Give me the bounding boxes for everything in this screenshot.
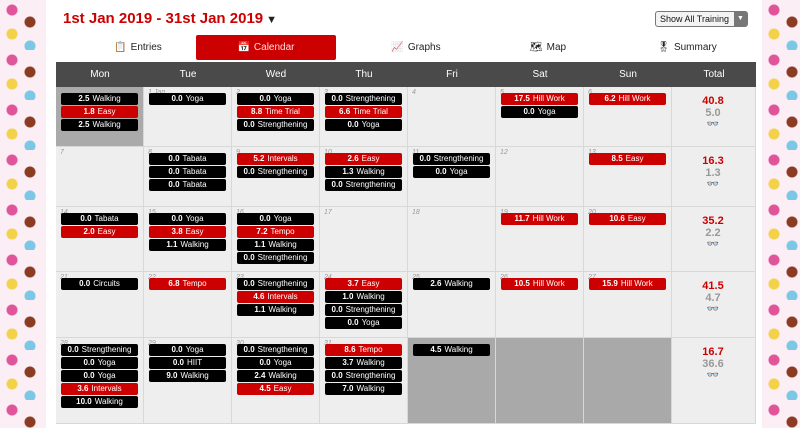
tab-calendar[interactable]	[196, 35, 336, 60]
activity-name: Yoga	[97, 358, 116, 367]
activity-name: Walking	[94, 397, 123, 406]
activity-entry[interactable]	[149, 93, 226, 105]
activity-name: Easy	[361, 154, 380, 163]
activity-entry[interactable]	[61, 344, 138, 356]
activity-distance: 0.0	[171, 94, 183, 103]
tab-label: Calendar	[253, 42, 295, 53]
activity-name: Easy	[361, 279, 380, 288]
day-header-sat: Sat	[496, 62, 584, 87]
calendar-day-cell[interactable]	[144, 87, 232, 147]
calendar-day-cell[interactable]	[232, 147, 320, 207]
activity-entry[interactable]	[61, 370, 138, 382]
activity-name: Intervals	[91, 384, 122, 393]
activity-name: Circuits	[93, 279, 120, 288]
activity-entry[interactable]	[413, 166, 490, 178]
activity-entry[interactable]	[237, 370, 314, 382]
dropdown-arrow-icon: ▼	[734, 12, 747, 26]
activity-distance: 0.0	[243, 120, 255, 129]
activity-distance: 8.8	[251, 107, 263, 116]
activity-entry[interactable]	[325, 106, 402, 118]
glasses-icon[interactable]: 👓	[706, 304, 720, 315]
calendar-day-cell[interactable]	[408, 207, 496, 272]
activity-entry[interactable]	[237, 239, 314, 251]
activity-distance: 0.0	[419, 154, 431, 163]
activity-name: Yoga	[361, 120, 380, 129]
entries-icon: 📋	[114, 42, 127, 53]
activity-name: Yoga	[185, 214, 204, 223]
activity-distance: 6.6	[339, 107, 351, 116]
activity-name: Easy	[273, 384, 292, 393]
activity-name: Strengthening	[345, 94, 396, 103]
activity-name: HIIT	[187, 358, 203, 367]
activity-distance: 0.0	[435, 167, 447, 176]
calendar-day-cell[interactable]	[320, 87, 408, 147]
day-header-wed: Wed	[232, 62, 320, 87]
total-secondary: 1.3	[705, 167, 721, 179]
activity-entry[interactable]	[501, 213, 578, 225]
activity-distance: 0.0	[79, 279, 91, 288]
activity-name: Walking	[180, 371, 209, 380]
activity-name: Walking	[268, 371, 297, 380]
calendar-day-cell[interactable]	[232, 338, 320, 424]
activity-entry[interactable]	[61, 396, 138, 408]
total-distance: 16.7	[702, 346, 724, 358]
activity-distance: 10.0	[76, 397, 92, 406]
activity-name: Yoga	[185, 345, 204, 354]
calendar-day-cell[interactable]	[584, 272, 672, 338]
activity-name: Walking	[92, 94, 121, 103]
activity-distance: 8.6	[344, 345, 356, 354]
activity-entry[interactable]	[149, 153, 226, 165]
activity-distance: 0.0	[523, 107, 535, 116]
activity-entry[interactable]	[237, 226, 314, 238]
day-header-tue: Tue	[144, 62, 232, 87]
activity-entry[interactable]	[61, 106, 138, 118]
activity-name: Walking	[356, 167, 385, 176]
activity-entry[interactable]	[237, 383, 314, 395]
activity-distance: 10.6	[609, 214, 625, 223]
activity-name: Intervals	[267, 154, 298, 163]
header	[48, 0, 762, 32]
activity-name: Yoga	[537, 107, 556, 116]
calendar-grid	[56, 62, 756, 424]
activity-name: Yoga	[273, 94, 292, 103]
view-tabs	[48, 35, 762, 60]
tab-summary[interactable]	[614, 35, 760, 60]
activity-entry[interactable]	[237, 93, 314, 105]
activity-name: Easy	[625, 154, 644, 163]
activity-name: Tabata	[94, 214, 119, 223]
activity-entry[interactable]	[589, 93, 666, 105]
cake-pattern-left	[0, 0, 46, 428]
activity-entry[interactable]	[413, 153, 490, 165]
activity-distance: 0.0	[83, 358, 95, 367]
activity-entry[interactable]	[149, 166, 226, 178]
week-total-cell	[672, 87, 756, 147]
activity-distance: 0.0	[171, 214, 183, 223]
activity-entry[interactable]	[61, 226, 138, 238]
glasses-icon[interactable]: 👓	[706, 179, 720, 190]
activity-distance: 0.0	[347, 120, 359, 129]
calendar-day-cell[interactable]	[408, 87, 496, 147]
activity-entry[interactable]	[237, 106, 314, 118]
graphs-icon: 📈	[391, 42, 404, 53]
day-header-thu: Thu	[320, 62, 408, 87]
activity-entry[interactable]	[325, 278, 402, 290]
activity-distance: 0.0	[67, 345, 79, 354]
activity-distance: 0.0	[259, 214, 271, 223]
activity-entry[interactable]	[325, 93, 402, 105]
activity-distance: 0.0	[243, 345, 255, 354]
week-total-cell	[672, 272, 756, 338]
activity-entry[interactable]	[413, 278, 490, 290]
activity-name: Yoga	[273, 358, 292, 367]
activity-distance: 0.0	[168, 180, 180, 189]
activity-name: Hill Work	[618, 94, 651, 103]
day-number: 18	[412, 209, 420, 216]
total-secondary: 4.7	[705, 292, 721, 304]
activity-entry[interactable]	[325, 317, 402, 329]
activity-distance: 3.6	[77, 384, 89, 393]
activity-distance: 10.5	[514, 279, 530, 288]
day-header-fri: Fri	[408, 62, 496, 87]
calendar-day-cell[interactable]	[232, 272, 320, 338]
activity-entry[interactable]	[589, 213, 666, 225]
activity-entry[interactable]	[325, 344, 402, 356]
activity-distance: 2.0	[83, 227, 95, 236]
week-total	[672, 155, 754, 190]
activity-distance: 4.6	[253, 292, 265, 301]
activity-name: Time Trial	[353, 107, 388, 116]
activity-name: Walking	[356, 358, 385, 367]
activity-distance: 0.0	[331, 305, 343, 314]
activity-entry[interactable]	[325, 179, 402, 191]
activity-name: Walking	[92, 120, 121, 129]
day-number: 4	[412, 89, 416, 96]
activity-name: Yoga	[361, 318, 380, 327]
activity-name: Tempo	[270, 227, 295, 236]
calendar-day-cell[interactable]	[56, 272, 144, 338]
activity-distance: 0.0	[168, 167, 180, 176]
activity-entry[interactable]	[501, 106, 578, 118]
activity-distance: 7.2	[256, 227, 268, 236]
activity-entry[interactable]	[589, 153, 666, 165]
tab-label: Entries	[130, 42, 162, 53]
activity-name: Strengthening	[257, 253, 308, 262]
day-number: 17	[324, 209, 332, 216]
activity-name: Strengthening	[257, 167, 308, 176]
activity-entry[interactable]	[589, 278, 666, 290]
activity-name: Tempo	[182, 279, 207, 288]
activity-entry[interactable]	[149, 357, 226, 369]
calendar-day-cell[interactable]	[56, 207, 144, 272]
week-total-cell	[672, 207, 756, 272]
activity-distance: 2.6	[430, 279, 442, 288]
activity-distance: 1.8	[83, 107, 95, 116]
date-range-selector[interactable]	[63, 10, 277, 27]
calendar-day-cell[interactable]	[232, 207, 320, 272]
activity-entry[interactable]	[501, 278, 578, 290]
activity-distance: 2.6	[347, 154, 359, 163]
activity-entry[interactable]	[149, 239, 226, 251]
activity-distance: 0.0	[171, 345, 183, 354]
cake-pattern-right	[762, 0, 800, 428]
calendar-day-cell[interactable]	[496, 207, 584, 272]
activity-distance: 6.2	[604, 94, 616, 103]
activity-distance: 7.0	[342, 384, 354, 393]
total-distance: 16.3	[702, 155, 724, 167]
calendar-day-cell[interactable]	[496, 272, 584, 338]
activity-name: Tabata	[182, 154, 207, 163]
activity-entry[interactable]	[237, 166, 314, 178]
activity-entry[interactable]	[149, 278, 226, 290]
activity-name: Strengthening	[81, 345, 132, 354]
chevron-down-icon: ▼	[266, 14, 278, 26]
activity-name: Tabata	[182, 167, 207, 176]
activity-name: Strengthening	[433, 154, 484, 163]
activity-distance: 3.7	[342, 358, 354, 367]
activity-entry[interactable]	[237, 153, 314, 165]
week-total-cell	[672, 338, 756, 424]
tab-label: Summary	[673, 42, 717, 53]
activity-name: Easy	[97, 107, 116, 116]
activity-entry[interactable]	[61, 119, 138, 131]
activity-name: Strengthening	[257, 279, 308, 288]
activity-name: Strengthening	[257, 120, 308, 129]
date-range-label: 1st Jan 2019 - 31st Jan 2019	[63, 10, 264, 27]
calendar-day-cell[interactable]	[320, 207, 408, 272]
activity-name: Easy	[97, 227, 116, 236]
activity-distance: 6.8	[168, 279, 180, 288]
activity-entry[interactable]	[325, 153, 402, 165]
day-header-sun: Sun	[584, 62, 672, 87]
activity-name: Strengthening	[345, 371, 396, 380]
activity-distance: 9.0	[166, 371, 178, 380]
activity-distance: 1.3	[342, 167, 354, 176]
activity-distance: 1.1	[254, 240, 266, 249]
activity-name: Walking	[444, 345, 473, 354]
activity-name: Hill Work	[620, 279, 653, 288]
tab-graphs[interactable]	[346, 35, 486, 60]
activity-distance: 17.5	[514, 94, 530, 103]
activity-distance: 1.1	[254, 305, 266, 314]
tab-entries[interactable]	[88, 35, 188, 60]
activity-distance: 0.0	[243, 167, 255, 176]
activity-distance: 5.2	[253, 154, 265, 163]
activity-entry[interactable]	[325, 291, 402, 303]
activity-name: Intervals	[267, 292, 298, 301]
training-log-panel	[48, 0, 762, 428]
map-icon: 🗺	[529, 42, 543, 53]
activity-distance: 0.0	[172, 358, 184, 367]
activity-entry[interactable]	[149, 370, 226, 382]
activity-name: Time Trial	[265, 107, 300, 116]
activity-name: Easy	[627, 214, 646, 223]
calendar-day-cell[interactable]	[320, 147, 408, 207]
calendar-day-cell[interactable]	[584, 207, 672, 272]
activity-name: Walking	[444, 279, 473, 288]
activity-distance: 0.0	[331, 180, 343, 189]
activity-name: Yoga	[97, 371, 116, 380]
activity-name: Yoga	[273, 214, 292, 223]
activity-name: Strengthening	[257, 345, 308, 354]
calendar-day-cell[interactable]	[56, 87, 144, 147]
total-distance: 41.5	[702, 280, 724, 292]
activity-distance: 0.0	[80, 214, 92, 223]
glasses-icon[interactable]: 👓	[706, 370, 720, 381]
summary-icon: 🎖	[657, 42, 670, 53]
week-total	[672, 215, 754, 250]
calendar-day-cell[interactable]	[584, 147, 672, 207]
activity-name: Tempo	[358, 345, 383, 354]
activity-entry[interactable]	[149, 344, 226, 356]
tab-map[interactable]	[488, 35, 608, 60]
activity-distance: 0.0	[259, 94, 271, 103]
activity-name: Walking	[356, 384, 385, 393]
calendar-day-cell[interactable]	[320, 272, 408, 338]
calendar-day-cell[interactable]	[408, 338, 496, 424]
activity-name: Yoga	[449, 167, 468, 176]
training-filter-select[interactable]	[655, 11, 748, 27]
activity-entry[interactable]	[61, 278, 138, 290]
calendar-day-cell[interactable]	[408, 147, 496, 207]
activity-name: Yoga	[185, 94, 204, 103]
activity-entry[interactable]	[237, 291, 314, 303]
week-total	[672, 280, 754, 315]
total-secondary: 36.6	[702, 358, 724, 370]
activity-distance: 11.7	[514, 214, 530, 223]
activity-name: Walking	[268, 240, 297, 249]
activity-name: Hill Work	[532, 214, 565, 223]
activity-name: Strengthening	[345, 180, 396, 189]
calendar-day-cell[interactable]	[584, 87, 672, 147]
activity-distance: 3.8	[171, 227, 183, 236]
activity-distance: 2.4	[254, 371, 266, 380]
total-secondary: 2.2	[705, 227, 721, 239]
training-filter-label: Show All Training	[659, 14, 729, 24]
activity-distance: 0.0	[83, 371, 95, 380]
total-distance: 35.2	[702, 215, 724, 227]
activity-entry[interactable]	[325, 119, 402, 131]
tab-label: Graphs	[407, 42, 441, 53]
week-total	[672, 346, 754, 381]
activity-entry[interactable]	[237, 304, 314, 316]
activity-distance: 0.0	[331, 371, 343, 380]
glasses-icon[interactable]: 👓	[706, 119, 720, 130]
activity-name: Easy	[185, 227, 204, 236]
day-header-mon: Mon	[56, 62, 144, 87]
total-distance: 40.8	[702, 95, 724, 107]
activity-distance: 15.9	[602, 279, 618, 288]
activity-entry[interactable]	[237, 213, 314, 225]
activity-name: Walking	[356, 292, 385, 301]
calendar-day-cell[interactable]	[56, 147, 144, 207]
glasses-icon[interactable]: 👓	[706, 239, 720, 250]
activity-entry[interactable]	[237, 278, 314, 290]
activity-distance: 0.0	[259, 358, 271, 367]
activity-distance: 4.5	[259, 384, 271, 393]
day-number: 12	[500, 149, 508, 156]
week-total-cell	[672, 147, 756, 207]
activity-distance: 0.0	[168, 154, 180, 163]
activity-distance: 2.5	[78, 94, 90, 103]
activity-entry[interactable]	[149, 179, 226, 191]
activity-entry[interactable]	[61, 93, 138, 105]
activity-entry[interactable]	[237, 357, 314, 369]
calendar-day-cell[interactable]	[144, 147, 232, 207]
activity-entry[interactable]	[413, 344, 490, 356]
activity-name: Hill Work	[532, 94, 565, 103]
calendar-day-cell[interactable]	[144, 338, 232, 424]
day-number: 7	[60, 149, 64, 156]
activity-entry[interactable]	[61, 357, 138, 369]
activity-entry[interactable]	[61, 213, 138, 225]
calendar-day-cell[interactable]	[408, 272, 496, 338]
activity-entry[interactable]	[237, 252, 314, 264]
calendar-day-cell[interactable]	[496, 338, 584, 424]
activity-distance: 0.0	[243, 253, 255, 262]
calendar-icon: 📅	[237, 42, 250, 53]
activity-entry[interactable]	[61, 383, 138, 395]
calendar-day-cell[interactable]	[584, 338, 672, 424]
activity-name: Hill Work	[532, 279, 565, 288]
calendar-day-cell[interactable]	[144, 272, 232, 338]
calendar-day-cell[interactable]	[320, 338, 408, 424]
tab-label: Map	[546, 42, 567, 53]
activity-entry[interactable]	[237, 119, 314, 131]
activity-distance: 3.7	[347, 279, 359, 288]
activity-distance: 8.5	[611, 154, 623, 163]
activity-entry[interactable]	[149, 213, 226, 225]
activity-name: Walking	[268, 305, 297, 314]
activity-entry[interactable]	[325, 370, 402, 382]
activity-entry[interactable]	[325, 166, 402, 178]
activity-entry[interactable]	[325, 383, 402, 395]
activity-entry[interactable]	[325, 357, 402, 369]
calendar-day-cell[interactable]	[144, 207, 232, 272]
activity-distance: 4.5	[430, 345, 442, 354]
activity-entry[interactable]	[237, 344, 314, 356]
week-total	[672, 95, 754, 130]
activity-name: Walking	[180, 240, 209, 249]
activity-entry[interactable]	[325, 304, 402, 316]
activity-entry[interactable]	[501, 93, 578, 105]
activity-distance: 1.0	[342, 292, 354, 301]
activity-distance: 2.5	[78, 120, 90, 129]
total-secondary: 5.0	[705, 107, 721, 119]
activity-distance: 0.0	[347, 318, 359, 327]
calendar-day-cell[interactable]	[56, 338, 144, 424]
calendar-day-cell[interactable]	[232, 87, 320, 147]
activity-entry[interactable]	[149, 226, 226, 238]
activity-name: Strengthening	[345, 305, 396, 314]
activity-name: Tabata	[182, 180, 207, 189]
activity-distance: 1.1	[166, 240, 178, 249]
activity-distance: 0.0	[243, 279, 255, 288]
total-header: Total	[672, 62, 756, 87]
calendar-day-cell[interactable]	[496, 87, 584, 147]
calendar-day-cell[interactable]	[496, 147, 584, 207]
activity-distance: 0.0	[331, 94, 343, 103]
